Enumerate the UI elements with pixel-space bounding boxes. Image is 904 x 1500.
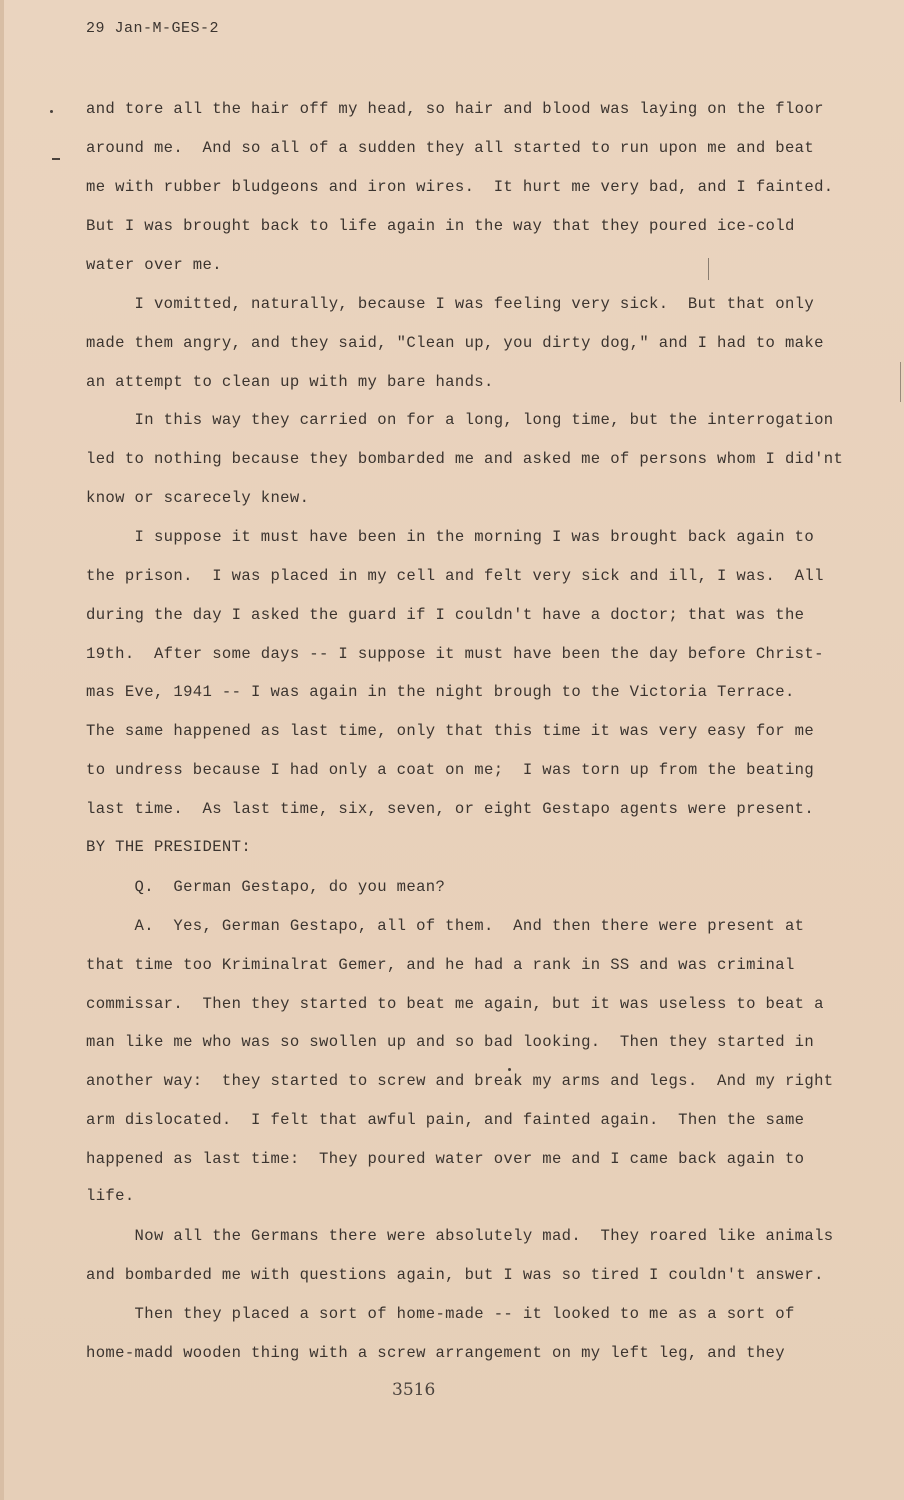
page-number: 3516 <box>392 1380 436 1400</box>
text-line: In this way they carried on for a long, long time, but the interrogation <box>86 411 834 429</box>
text-line: another way: they started to screw and break my arms and legs. And my right <box>86 1072 834 1090</box>
margin-mark <box>50 110 53 113</box>
stray-mark <box>708 258 709 280</box>
text-line: The same happened as last time, only that this time it was very easy for me <box>86 722 815 740</box>
text-line: the prison. I was placed in my cell and felt very sick and ill, I was. All <box>86 567 824 585</box>
text-line: 19th. After some days -- I suppose it must have been the day before Christ- <box>86 645 824 663</box>
text-line: commissar. Then they started to beat me again, but it was useless to beat a <box>86 995 824 1013</box>
text-line: I vomitted, naturally, because I was feeling very sick. But that only <box>86 295 815 313</box>
text-line: happened as last time: They poured water over me and I came back again to <box>86 1150 805 1168</box>
page-edge <box>0 0 4 1500</box>
text-line: and bombarded me with questions again, but I was so tired I couldn't answer. <box>86 1266 824 1284</box>
text-line: around me. And so all of a sudden they all started to run upon me and beat <box>86 139 815 157</box>
text-line: me with rubber bludgeons and iron wires. It hurt me very bad, and I fainted. <box>86 178 834 196</box>
text-line: arm dislocated. I felt that awful pain, and fainted again. Then the same <box>86 1111 805 1129</box>
text-line: life. <box>86 1187 135 1205</box>
text-line: an attempt to clean up with my bare hands. <box>86 373 494 391</box>
document-reference: 29 Jan-M-GES-2 <box>86 20 220 37</box>
text-line: home-madd wooden thing with a screw arrangement on my left leg, and they <box>86 1344 785 1362</box>
text-line: I suppose it must have been in the morning I was brought back again to <box>86 528 815 546</box>
text-line: know or scarecely knew. <box>86 489 310 507</box>
stray-mark <box>508 1068 511 1071</box>
text-line: water over me. <box>86 256 222 274</box>
text-line: mas Eve, 1941 -- I was again in the night brough to the Victoria Terrace. <box>86 683 795 701</box>
speaker-heading: BY THE PRESIDENT: <box>86 838 252 856</box>
answer-line: A. Yes, German Gestapo, all of them. And then there were present at <box>86 917 805 935</box>
text-line: led to nothing because they bombarded me and asked me of persons whom I did'nt <box>86 450 844 468</box>
text-line: and tore all the hair off my head, so hair and blood was laying on the floor <box>86 100 824 118</box>
text-line: to undress because I had only a coat on me; I was torn up from the beating <box>86 761 815 779</box>
text-line: But I was brought back to life again in the way that they poured ice-cold <box>86 217 795 235</box>
margin-mark <box>52 158 60 160</box>
text-line: last time. As last time, six, seven, or eight Gestapo agents were present. <box>86 800 815 818</box>
text-line: Then they placed a sort of home-made -- it looked to me as a sort of <box>86 1305 795 1323</box>
question-line: Q. German Gestapo, do you mean? <box>86 878 446 896</box>
text-line: that time too Kriminalrat Gemer, and he had a rank in SS and was criminal <box>86 956 795 974</box>
text-line: made them angry, and they said, "Clean up, you dirty dog," and I had to make <box>86 334 824 352</box>
text-line: during the day I asked the guard if I couldn't have a doctor; that was the <box>86 606 805 624</box>
text-line: Now all the Germans there were absolutely mad. They roared like animals <box>86 1227 834 1245</box>
stray-mark <box>900 362 901 402</box>
text-line: man like me who was so swollen up and so bad looking. Then they started in <box>86 1033 815 1051</box>
